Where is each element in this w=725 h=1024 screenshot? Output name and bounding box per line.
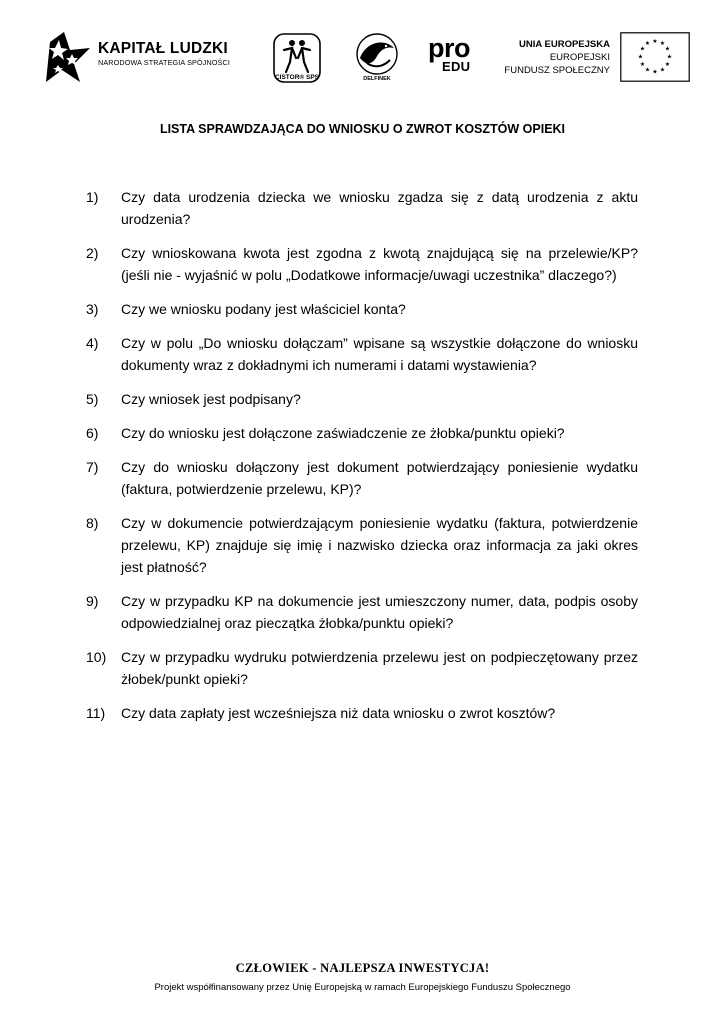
item-text: Czy wnioskowana kwota jest zgodna z kwotą znajdującą się na przelewie/KP? (jeśli nie - wyjaśnić w polu „Dodatkowe informacje/uwagi uczestnika” dlaczego?): [121, 245, 638, 283]
checklist-item: [86, 388, 638, 410]
footer-slogan: CZŁOWIEK - NAJLEPSZA INWESTYCJA!: [235, 961, 490, 975]
item-number: 1): [86, 189, 99, 205]
item-text: Czy w przypadku KP na dokumencie jest umieszczony numer, data, podpis osoby odpowiedzialnej oraz pieczątka żłobka/punktu opieki?: [121, 593, 638, 631]
item-number: 7): [86, 459, 99, 475]
item-text: Czy do wniosku dołączony jest dokument potwierdzający poniesienie wydatku (faktura, potwierdzenie przelewu, KP)?: [121, 459, 638, 497]
kapital-ludzki-subtitle: NARODOWA STRATEGIA SPÓJNOŚCI: [98, 58, 230, 67]
svg-text:★: ★: [666, 53, 673, 61]
item-text: Czy data urodzenia dziecka we wniosku zgadza się z datą urodzenia z aktu urodzenia?: [121, 189, 638, 227]
item-number: 9): [86, 593, 99, 609]
pro-edu-pro: pro: [428, 33, 470, 63]
svg-text:★: ★: [659, 66, 666, 74]
checklist-item: [86, 456, 638, 500]
kapital-ludzki-emblem-icon: [40, 28, 92, 84]
svg-text:★: ★: [652, 38, 658, 45]
item-number: 5): [86, 391, 99, 407]
footer-note: Projekt współfinansowany przez Unię Europejską w ramach Europejskiego Funduszu Społecznego: [154, 982, 571, 993]
checklist-item: [86, 702, 638, 724]
item-text: Czy w dokumencie potwierdzającym poniesienie wydatku (faktura, potwierdzenie przelewu, KP) znajduje się imię i nazwisko dziecka oraz informacja za jaki okres jest płatność?: [121, 515, 638, 575]
svg-text:★: ★: [644, 40, 651, 47]
item-text: Czy data zapłaty jest wcześniejsza niż data wniosku o zwrot kosztów?: [121, 705, 556, 721]
eu-line3: FUNDUSZ SPOŁECZNY: [504, 65, 610, 76]
checklist-item: [86, 646, 638, 690]
delfin-logo: [352, 32, 402, 84]
checklist-item: [86, 242, 638, 286]
svg-text:★: ★: [664, 61, 671, 68]
svg-text:★: ★: [639, 45, 646, 53]
document-title: LISTA SPRAWDZAJĄCA DO WNIOSKU O ZWROT KOSZTÓW OPIEKI: [159, 122, 566, 136]
cistor-logo: [272, 32, 322, 84]
checklist: [86, 186, 638, 736]
svg-text:★: ★: [652, 68, 658, 76]
eu-text: [504, 38, 610, 77]
kapital-ludzki-logo: [98, 40, 230, 68]
item-number: 11): [86, 705, 106, 721]
eu-line1: UNIA EUROPEJSKA: [519, 39, 610, 50]
checklist-item: [86, 512, 638, 578]
checklist-item: [86, 590, 638, 634]
checklist-item: [86, 422, 638, 444]
item-text: Czy w przypadku wydruku potwierdzenia przelewu jest on podpieczętowany przez żłobek/punkt opieki?: [121, 649, 638, 687]
svg-text:★: ★: [637, 53, 644, 61]
svg-text:★: ★: [659, 40, 666, 47]
svg-text:★: ★: [644, 66, 651, 74]
item-number: 8): [86, 515, 99, 531]
item-text: Czy wniosek jest podpisany?: [121, 391, 301, 407]
item-text: Czy we wniosku podany jest właściciel konta?: [121, 301, 406, 317]
item-text: Czy do wniosku jest dołączone zaświadczenie ze żłobka/punktu opieki?: [121, 425, 565, 441]
kapital-ludzki-title: KAPITAŁ LUDZKI: [98, 40, 228, 57]
svg-text:★: ★: [639, 61, 646, 68]
delfin-label: DELFINEK: [363, 76, 391, 82]
item-number: 4): [86, 335, 99, 351]
eu-flag-icon: [620, 32, 690, 82]
pro-edu-logo: [428, 33, 480, 74]
eu-line2: EUROPEJSKI: [549, 52, 610, 63]
cistor-label: CISTOR® SPS: [274, 74, 320, 81]
svg-text:★: ★: [664, 45, 671, 53]
item-number: 10): [86, 649, 107, 665]
item-number: 6): [86, 425, 99, 441]
item-text: Czy w polu „Do wniosku dołączam” wpisane są wszystkie dołączone do wniosku dokumenty wraz z dokładnymi ich numerami i datami wystawienia?: [121, 335, 638, 373]
item-number: 2): [86, 245, 99, 261]
checklist-item: [86, 186, 638, 230]
logo-header: [0, 26, 725, 90]
checklist-item: [86, 332, 638, 376]
checklist-item: [86, 298, 638, 320]
pro-edu-edu: EDU: [442, 59, 471, 74]
item-number: 3): [86, 301, 99, 317]
